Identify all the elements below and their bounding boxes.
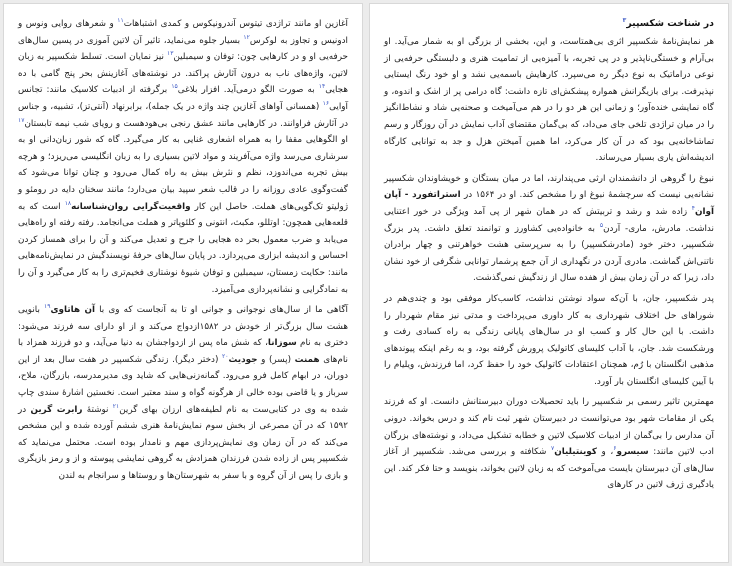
footnote-marker[interactable]: ۲۱ bbox=[112, 402, 120, 410]
paragraph bbox=[384, 171, 714, 287]
bold-term: جودیث bbox=[228, 354, 258, 365]
footnote-marker[interactable]: ۱۶ bbox=[322, 100, 330, 108]
text-run: او الگوهایی مقفا را به همراه اشعاری غنایی به کار می‌گیرد. گاه که شور زبان‌دانی او به سرشاری می‌رسد واژه می‌آفریند و مواد لاتین بسیاری را به زبان انگلیسی می‌ریزد؛ و هرچه بیش تجربه می‌اندوزد، نظم و نثرش بیش به راه کمال می‌رود و چنان توانا می‌شود که گفت‌وگوی عادی روزانه را در قالب شعر سپید بیان می‌دارد؛ مانند سخنان دایه در رومئو و ژولیتو تک‌گویی‌های هملت. حاصل این کار bbox=[18, 135, 348, 212]
bold-term: رابرت گرین bbox=[30, 404, 83, 415]
text-run: است که به قلعه‌هایی همچون: اوتللو، مکبث، انتونی و کلئوپاتر و هملت می‌انجامد. رفته رفته او راه‌هایی می‌یابد و ضرب معمول بحر ده هجایی را جرح و تعدیل می‌کند و آن را برای همساز کردن احساس و اندیشه ابزاری می‌پردازد. در پایان سال‌های حرفهٔ نویسندگیش در نمایش‌نامه‌هایی مانند: حکایت زمستان، سیمبلین و توفان شیوهٔ نوشتاری فخیم‌تری را به کار می‌گیرد و آن را به نمادگرایی و نشانه‌پردازی می‌آمیزد. bbox=[18, 201, 348, 295]
left-page bbox=[369, 3, 729, 563]
paragraph bbox=[18, 16, 348, 298]
right-page bbox=[3, 3, 363, 563]
footnote-marker[interactable]: ۴ bbox=[691, 205, 695, 213]
text-run: مهمترین تاثیر رسمی بر شکسپیر را باید تحصیلات دوران دبیرستانش دانست. او که فرزند یکی از مقامات شهر بود می‌توانست در دبیرستان شهر ثبت نام کند و درس بخواند. درونی آن مدارس را بی‌گمان از ادبیات کلاسیک لاتین و خطابه تشکیل می‌داد، و نوشته‌های بزرگان ادب لاتین مانند: bbox=[384, 397, 714, 458]
bold-term: استراتفورد - آپان آوان bbox=[384, 190, 714, 217]
text-run: زاده شد و رشد و تربیتش که در همان شهر از پی آمد ویژگی در خور اعتنایی نداشت. مادرش، ماری- آردن bbox=[384, 206, 714, 234]
text-run: نیز نمایان است. تسلط شکسپیر به زبان لاتین، واژه‌های ناب به درون آثارش پراکند. در نوشته‌های آغازینش بحر پنج گامی با ده هجایی bbox=[18, 52, 348, 96]
footnote-marker[interactable]: ۱۸ bbox=[64, 199, 72, 207]
text-run: بانویی هشت سال بزرگ‌تر از خودش در ۱۵۸۲ازدواج می‌کند و از او دارای سه فرزند می‌شود: دختری به نام bbox=[18, 305, 348, 349]
text-run: بسیار جلوه می‌نماید، تاثیر آن لاتین آموزی در پسین سال‌های حرفه‌یی او و در کارهایی چون: توفان و سیمبلین bbox=[18, 35, 348, 63]
paragraph bbox=[384, 291, 714, 391]
paragraph bbox=[384, 34, 714, 167]
footnote-marker[interactable]: ۱۱ bbox=[117, 17, 124, 25]
footnote-marker[interactable]: ۲۰ bbox=[222, 352, 229, 360]
text-run: برگرفته از ادبیات کلاسیک مانند: تجانس آوایی bbox=[18, 85, 348, 112]
footnote-marker[interactable]: ۶ bbox=[613, 445, 617, 453]
bold-term: سیسرو bbox=[616, 447, 649, 458]
section-heading bbox=[384, 16, 714, 31]
footnote-marker[interactable]: ۳ bbox=[622, 16, 627, 24]
bold-term: همنت bbox=[294, 354, 320, 365]
footnote-marker[interactable]: ۷ bbox=[551, 445, 555, 453]
bold-term: آن هاتاوی bbox=[50, 305, 95, 316]
footnote-marker[interactable]: ۵ bbox=[599, 221, 604, 229]
footnote-marker[interactable]: ۱۲ bbox=[243, 33, 250, 41]
footnote-marker[interactable]: ۱۷ bbox=[18, 116, 25, 124]
bold-term: سوزانا bbox=[267, 338, 297, 349]
text-run: پدر شکسپیر، جان، با آن‌که سواد نوشتن نداشت، کاسب‌کار موفقی بود و چندی‌هم در شوراهای حل اختلاف شهرداری به کار داوری می‌پرداخت و مدتی نیز مقام شهردار را داشت. با این حال کار و کسب او در سال‌های پایانی زندگی به راه کسادی رفت و ورشکست شد. جان، با آداب کلیسای کاتولیک پرورش گرفته بود، و به رغم اینکه پیوندهای مذهبی انگلستان با رُم، همچنان اعتقادات کاتولیک خود را حفظ کرد، اما فرزندش، ویلیام را با آیین کلیسای انگلستان بار آورد. bbox=[384, 293, 714, 387]
text-run: نوشتهٔ bbox=[82, 404, 113, 415]
footnote-marker[interactable]: ۱۳ bbox=[167, 50, 174, 58]
text-run: و شعرهای روایی ونوس و ادونیس و تجاوز به لوکرس bbox=[18, 19, 348, 46]
paragraph bbox=[384, 394, 714, 494]
text-run: (دختر دیگر). زندگی شکسپیر در هفت سال بعد از این دوران، در ابهام کامل فرو می‌رود. گمانه‌زنی‌هایی که شاید وی مدیرمدرسه، بازرگان، ملاح، سرباز و یا قاضی بوده خالی از هرگونه گواه و سند معتبر است. نخستین اشارهٔ سندی چاپ شده به وی در کتابی‌ست به نام لطیفه‌های ارزان بهای گرین bbox=[18, 354, 348, 415]
footnote-marker[interactable]: ۱۹ bbox=[44, 303, 51, 311]
bold-term: واقعیت‌گرایی روان‌شناسانه bbox=[71, 201, 191, 212]
footnote-marker[interactable]: ۱۵ bbox=[171, 83, 178, 91]
text-run: ، که شش ماه پس از ازدواجشان به دنیا می‌آید، و دو فرزند همزاد با نام‌های bbox=[18, 338, 348, 365]
text-run: هر نمایش‌نامهٔ شکسپیر اثری بی‌همتاست، و این، بخشی از بزرگی او به شمار می‌آید. او بی‌آرام و خستگی‌ناپذیر و در پی تجربه، با آمیزه‌یی از تمامیت هنری و دلبستگی حرفه‌یی از نوعی دراماتیک به نوع دیگر ره می‌سپرد. کارهایش باسمه‌یی نشد و او خود رنگ ایستایی نپذیرفت. برای بازیگرانش همواره پیشکش‌ای تازه داشت: گاه درامی پر از اشک و اندوه، و گاه نمایشی خنده‌آور؛ و زمانی این هر دو را در هم می‌آمیخت و صحنه‌یی شاد و نشاط‌انگیز را در میان تراژدی تلخی جای می‌داد، که بی‌گمان مقتضای آداب نمایش در آن روزگار و رسم تماشاخانه‌یی بود که در آن کار می‌کرد، اما همین آمیختن هزل و جد به توانایی کارگاه اندیشه‌اش یاری بسیار می‌رساند. bbox=[384, 37, 714, 164]
text-run: ، و bbox=[596, 447, 614, 458]
text-run: شکافته و بررسی می‌شد. شکسپیر از آغاز سال‌های آن دبیرستان بایست می‌آموخت که به زبان لاتین بخواند، بنویسد و حتا فکر کند. این یادگیری ژرف لاتین در کارهای bbox=[384, 447, 714, 491]
paragraph bbox=[18, 302, 348, 485]
text-run: (پسر) و bbox=[257, 354, 295, 365]
text-run: به خانواده‌یی کشاورز و توانمند تعلق داشت. پدر بزرگ شکسپیر، دختر خود (مادرشکسپیر) را به سرپرستی هشت خواهرتنی و چهار برادران ناتنی‌اش گماشت. مادری آردن در نگهداری از آن جمع پرشمار توانایی شگرفی از خود نشان داد، زیرا که در آن زمان بیش از هفده سال از زندگیش نمی‌گذشت. bbox=[384, 223, 714, 284]
text-run: (همسانی آواهای آغازین چند واژه در یک جمله)، برابرنهاد (آنتی‌تز)، تشبیه، و جناس در آثارش فراوانند. در کارهایی مانند عشق رنجی بی‌هودهست و رویای شب نیمه تابستان bbox=[18, 101, 348, 129]
text-run: به صورت الگو درمی‌آید. افزار بلاغی bbox=[177, 85, 319, 96]
text-run: در ۱۵۹۲ که در آن مصرعی از بخش سوم نمایش‌نامهٔ هنری ششم آورده شده و این مشخص می‌کند که در آن زمان وی نمایش‌پردازی مهم و نامدار بوده است. محتمل می‌نماید که شکسپیر پس از زاده شدن فرزندان همزادش به گروهی نمایشی پیوسته و از و رمز بازیگری و بازی را پس از آن گروه و با سفر به شهرستان‌ها و روستاها و سرانجام به لندن bbox=[18, 404, 348, 482]
text-run: آگاهی ما از سال‌های نوجوانی و جوانی او تا به آنجاست که وی با bbox=[94, 305, 348, 316]
text-run: آغازین او مانند تراژدی تیتوس آندرونیکوس و کمدی اشتباهات bbox=[123, 19, 348, 29]
text-run: نبوغ را گروهی از دانشمندان ارثی می‌پندارند، اما در میان بستگان و خویشاوندان شکسپیر نشانه‌یی نیست که سرچشمهٔ نبوغ او را مشخص کند. او در ۱۵۶۴ در bbox=[384, 173, 714, 201]
section-heading-text: در شناخت شکسپیر bbox=[626, 18, 714, 29]
bold-term: کوینتیلیان bbox=[554, 447, 597, 458]
book-spread bbox=[3, 3, 729, 563]
footnote-marker[interactable]: ۱۴ bbox=[318, 83, 326, 91]
